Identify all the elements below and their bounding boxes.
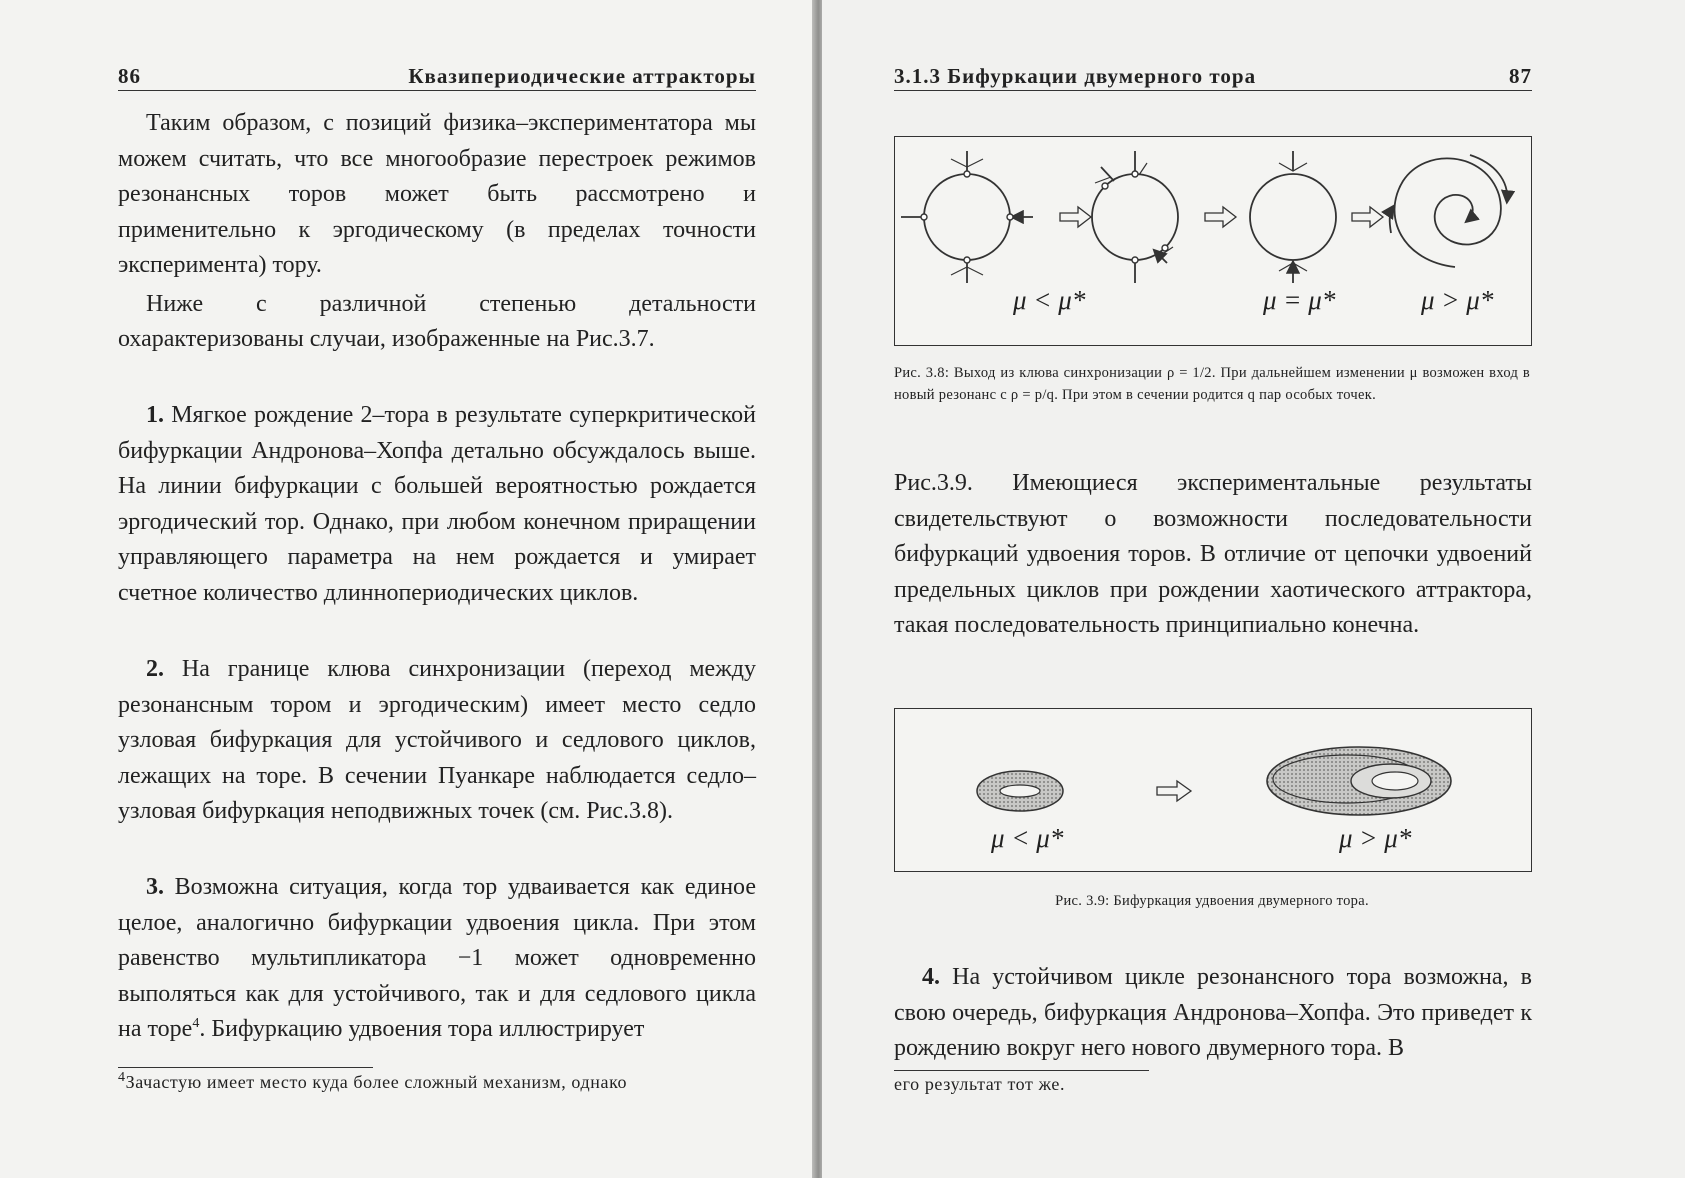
list-item-3 <box>118 870 756 1048</box>
transition-arrow-1 <box>1060 207 1091 227</box>
figure-3-9-caption: Рис. 3.9: Бифуркация удвоения двумерного тора. <box>1055 893 1369 909</box>
item-text: На границе клюва синхронизации (переход между резонансным тором и эргодическим) имеет место седло узловая бифуркация для устойчивого и седлового циклов, лежащих на торе. В сечении Пуанкаре наблюдается седло–узловая бифуркация неподвижных точек (см. Рис.3.8). <box>118 656 756 824</box>
list-item-2 <box>118 652 756 830</box>
item-number: 2. <box>146 656 164 682</box>
label-mu-greater: μ > μ* <box>1339 823 1412 853</box>
item-number: 1. <box>146 402 164 428</box>
transition-arrow-3 <box>1352 207 1383 227</box>
paragraph: Таким образом, с позиций физика–экспериментатора мы можем считать, что все многообразие перестроек режимов резонансных торов может быть рассмотрено и применительно к эргодическому (в пределах точности эксперимента) тору. <box>118 110 756 278</box>
item-text: Мягкое рождение 2–тора в результате суперкритической бифуркации Андронова–Хопфа детально обсуждалось выше. На линии бифуркации с большей вероятностью рождается эргодический тор. Однако, при любом конечном приращении управляющего параметра на нем рождается и умирает счетное количество длиннопериодических циклов. <box>118 402 756 606</box>
list-item-4 <box>894 960 1532 1067</box>
item-text: На устойчивом цикле резонансного тора возможна, в свою очередь, бифуркация Андронова–Хопфа. Это приведет к рождению вокруг него нового двумерного тора. В <box>894 964 1532 1061</box>
running-header-right <box>894 64 1532 91</box>
label-mu-greater: μ > μ* <box>1421 285 1494 315</box>
footnote <box>118 1070 758 1094</box>
running-title-left: Квазипериодические аттракторы <box>408 64 756 88</box>
footnote-mark: 4 <box>118 1070 126 1085</box>
left-page <box>0 0 818 1178</box>
transition-arrow <box>1157 781 1191 801</box>
phase-circle-1 <box>924 174 1010 260</box>
paragraph: Ниже с различной степенью детальности охарактеризованы случаи, изображенные на Рис.3.7. <box>118 290 756 352</box>
label-mu-equal: μ = μ* <box>1263 285 1336 315</box>
footnote-ref: 4 <box>192 1016 200 1031</box>
right-paragraph: Рис.3.9. Имеющиеся экспериментальные результаты свидетельствуют о возможности последовательности бифуркаций удвоения торов. В отличие от цепочки удвоений предельных циклов при рождении хаотического аттрактора, такая последовательность принципиально конечна. <box>894 470 1532 638</box>
figure-3-9 <box>894 708 1532 872</box>
right-page <box>822 0 1685 1178</box>
footnote-rule <box>118 1067 373 1068</box>
item-text: Возможна ситуация, когда тор удваивается как единое целое, аналогично бифуркации удвоения цикла. При этом равенство мультипликатора −1 может одновременно выполяться как для устойчивого, так и для седлового цикла на торе <box>118 874 757 1042</box>
item-text-after: . Бифуркацию удвоения тора иллюстрирует <box>199 1016 645 1042</box>
footnote-rule <box>894 1070 1149 1071</box>
running-title-right: 3.1.3 Бифуркации двумерного тора <box>894 64 1257 88</box>
page-number-right: 87 <box>1509 64 1532 88</box>
footnote-continuation: его результат тот же. <box>894 1074 1066 1094</box>
phase-spiral <box>1395 158 1501 267</box>
phase-circle-3 <box>1250 174 1336 260</box>
left-intro-text <box>118 106 756 358</box>
running-header-left <box>118 64 756 91</box>
figure-3-8-caption: Рис. 3.8: Выход из клюва синхронизации ρ = 1/2. При дальнейшем изменении μ возможен вход в новый резонанс с ρ = p/q. При этом в сечении родится q пар особых точек. <box>894 365 1530 403</box>
list-item-1 <box>118 398 756 611</box>
transition-arrow-2 <box>1205 207 1236 227</box>
item-number: 4. <box>922 964 940 990</box>
figure-3-8 <box>894 136 1532 346</box>
page-number-left: 86 <box>118 64 141 88</box>
item-number: 3. <box>146 874 164 900</box>
label-mu-less: μ < μ* <box>991 823 1064 853</box>
footnote-text: Зачастую имеет место куда более сложный механизм, однако <box>125 1072 628 1092</box>
label-mu-less: μ < μ* <box>1013 285 1086 315</box>
